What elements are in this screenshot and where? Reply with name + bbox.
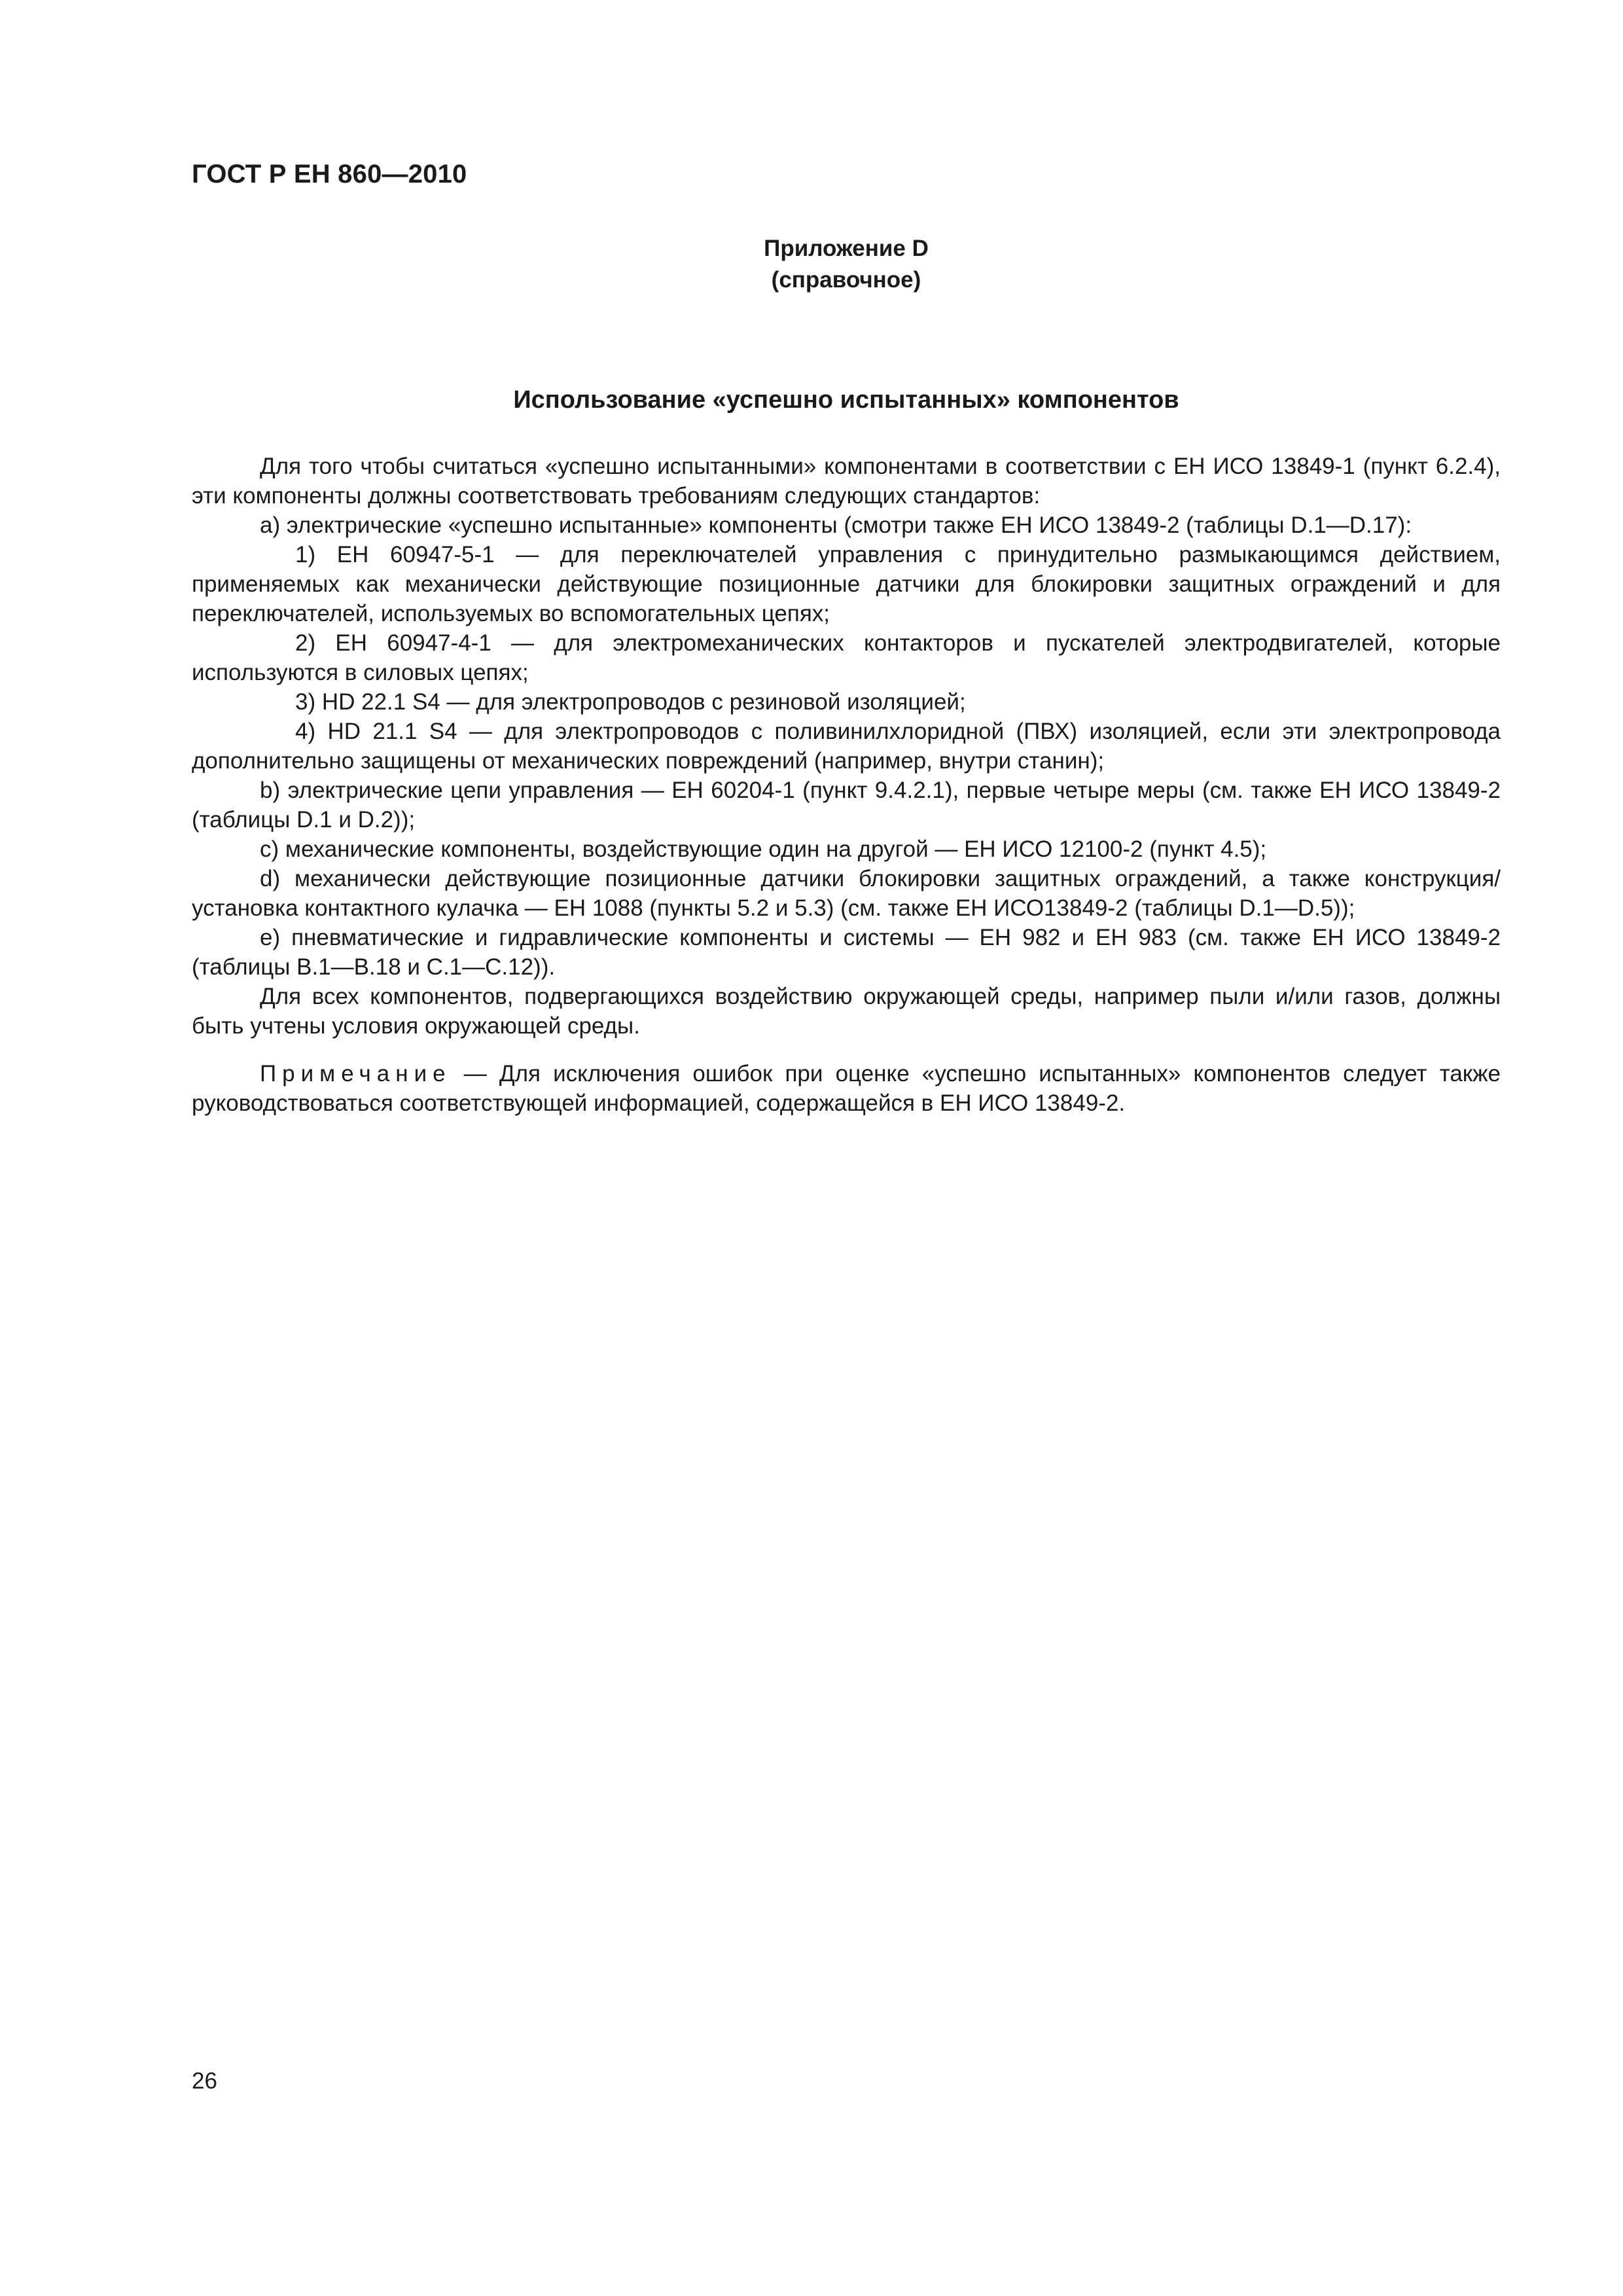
note-label: Примечание <box>260 1061 452 1086</box>
note-text: — Для исключения ошибок при оценке «успешно испытанных» компонентов следует также руководствоваться соответствующей информацией, содержащейся в ЕН ИСО 13849-2. <box>192 1061 1501 1116</box>
body-text <box>192 452 1501 1118</box>
annex-type: (справочное) <box>771 267 921 293</box>
list-item-a-3: 3) HD 22.1 S4 — для электропроводов с резиновой изоляцией; <box>295 689 966 715</box>
annex-title: Приложение D <box>764 236 929 261</box>
list-item-a-2: 2) ЕН 60947-4-1 — для электромеханических контакторов и пускателей электродвигателей, которые используются в силовых цепях; <box>192 630 1501 685</box>
list-item-d: d) механически действующие позиционные датчики блокировки защитных ограждений, а также конструкция/установка контактного кулачка — ЕН 1088 (пункты 5.2 и 5.3) (см. также ЕН ИСО13849-2 (таблицы D.1—D.5)); <box>192 866 1501 921</box>
standard-code: ГОСТ Р ЕН 860—2010 <box>192 160 467 188</box>
section-title: Использование «успешно испытанных» компонентов <box>513 386 1179 414</box>
paragraph-environment: Для всех компонентов, подвергающихся воздействию окружающей среды, например пыли и/или газов, должны быть учтены условия окружающей среды. <box>192 984 1501 1039</box>
list-item-a-1: 1) ЕН 60947-5-1 — для переключателей управления с принудительно размыкающимся действием, применяемых как механически действующие позиционные датчики для блокировки защитных ограждений и для переключателей, используемых во вспомогательных цепях; <box>192 542 1501 626</box>
list-item-c: c) механические компоненты, воздействующие один на другой — ЕН ИСО 12100-2 (пункт 4.5); <box>260 836 1267 862</box>
list-item-b: b) электрические цепи управления — ЕН 60204-1 (пункт 9.4.2.1), первые четыре меры (см. также ЕН ИСО 13849-2 (таблицы D.1 и D.2)); <box>192 778 1501 833</box>
page-number: 26 <box>192 2068 217 2094</box>
paragraph-intro: Для того чтобы считаться «успешно испытанными» компонентами в соответствии с ЕН ИСО 13849-1 (пункт 6.2.4), эти компоненты должны соответствовать требованиям следующих стандартов: <box>192 454 1501 509</box>
list-item-a: a) электрические «успешно испытанные» компоненты (смотри также ЕН ИСО 13849-2 (таблицы D.1—D.17): <box>260 512 1412 538</box>
note <box>192 1059 1501 1118</box>
list-item-e: e) пневматические и гидравлические компоненты и системы — ЕН 982 и ЕН 983 (см. также ЕН ИСО 13849-2 (таблицы B.1—B.18 и C.1—C.12)). <box>192 925 1501 980</box>
list-item-a-4: 4) HD 21.1 S4 — для электропроводов с поливинилхлоридной (ПВХ) изоляцией, если эти электропровода дополнительно защищены от механических повреждений (например, внутри станин); <box>192 719 1501 774</box>
